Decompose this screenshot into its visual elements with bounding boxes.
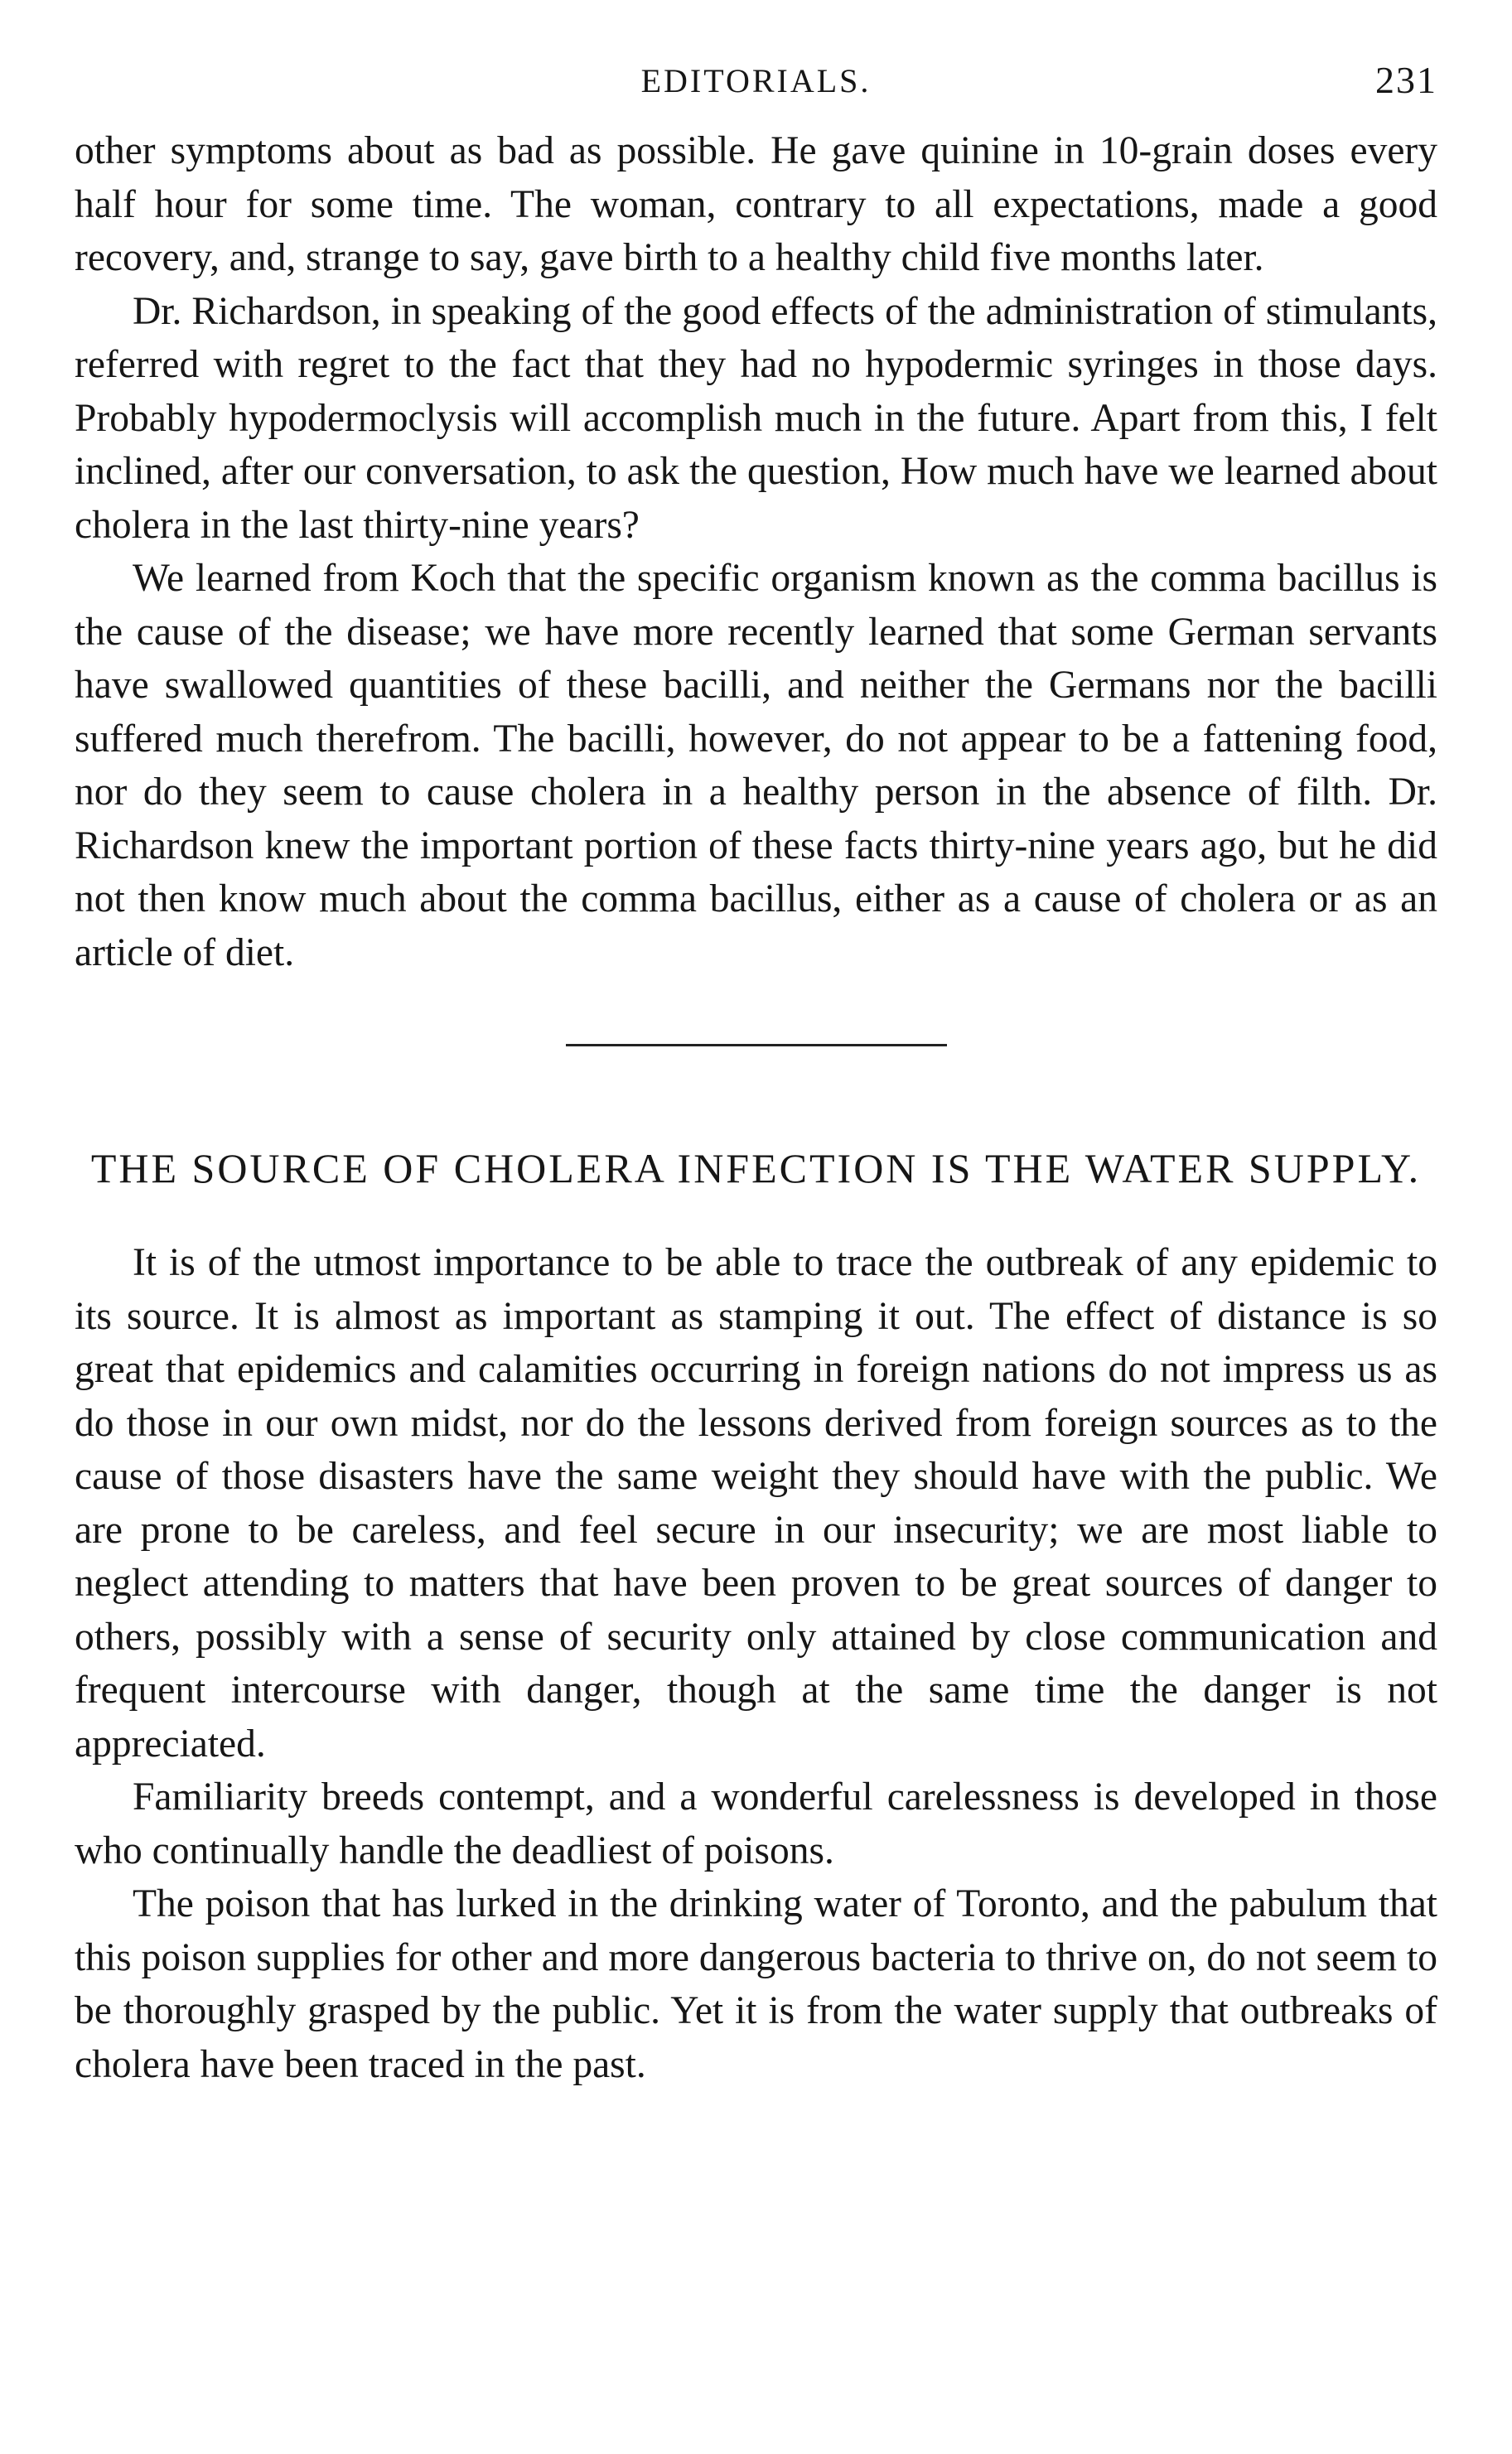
running-header (75, 50, 1437, 124)
running-title: EDITORIALS. (640, 62, 872, 99)
section-continued-text (75, 124, 1437, 979)
paragraph-richardson: Dr. Richardson, in speaking of the good effects of the administration of stimulants, referred with regret to the fact that they had no hypodermic syringes in those days. Probably hypodermoclysis will accomplish much in the future. Apart from this, I felt inclined, after our conversation, to ask the question, How much have we learned about cholera in the last thirty-nine years? (75, 289, 1437, 547)
paragraph-familiarity: Familiarity breeds contempt, and a wonderful carelessness is developed in those who continually handle the deadliest of poisons. (75, 1775, 1437, 1872)
section-water-supply-text (75, 1236, 1437, 2091)
book-page (75, 50, 1437, 2091)
paragraph-continued: other symptoms about as bad as possible. He gave quinine in 10-grain doses every half hour for some time. The woman, contrary to all expectations, made a good recovery, and, strange to say, gave birth to a healthy child five months later. (75, 129, 1437, 279)
paragraph-toronto-water: The poison that has lurked in the drinking water of Toronto, and the pabulum that this poison supplies for other and more dangerous bacteria to thrive on, do not seem to be thoroughly grasped by the public. Yet it is from the water supply that outbreaks of cholera have been traced in the past. (75, 1882, 1437, 2086)
paragraph-source-importance: It is of the utmost importance to be able to trace the outbreak of any epidemic to its source. It is almost as important as stamping it out. The effect of distance is so great that epidemics and calamities occurring in foreign nations do not impress us as do those in our own midst, nor do the lessons derived from foreign sources as to the cause of those disasters have the same weight they should have with the public. We are prone to be careless, and feel secure in our insecurity; we are most liable to neglect attending to matters that have been proven to be great sources of danger to others, possibly with a sense of security only attained by close communication and frequent intercourse with danger, though at the same time the danger is not appreciated. (75, 1241, 1437, 1766)
paragraph-koch: We learned from Koch that the specific organism known as the comma bacillus is the cause of the disease; we have more recently learned that some German servants have swallowed quantities of these bacilli, and neither the Germans nor the bacilli suffered much therefrom. The bacilli, however, do not appear to be a fattening food, nor do they seem to cause cholera in a healthy person in the absence of filth. Dr. Richardson knew the important portion of these facts thirty-nine years ago, but he did not then know much about the comma bacillus, either as a cause of cholera or as an article of diet. (75, 557, 1437, 974)
section-heading: THE SOURCE OF CHOLERA INFECTION IS THE WATER SUPPLY. (90, 1145, 1422, 1191)
page-number: 231 (1375, 59, 1437, 101)
section-divider-rule (566, 1044, 947, 1046)
